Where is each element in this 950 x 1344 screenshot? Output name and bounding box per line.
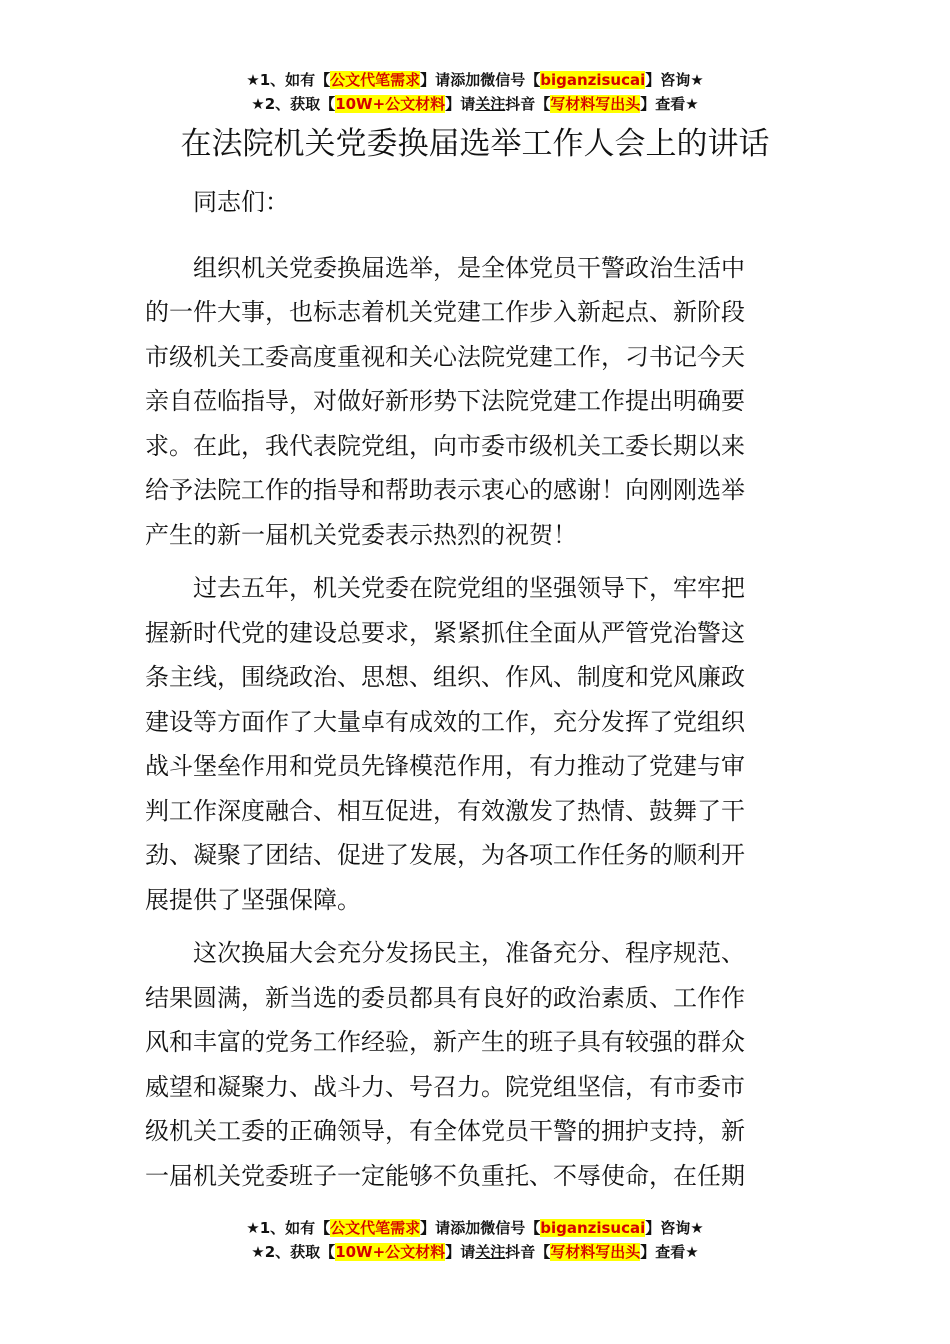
footer-banner — [0, 1216, 950, 1264]
banner-text: 微信号【 — [480, 1219, 541, 1237]
banner-text: 】请 — [445, 1243, 476, 1261]
banner-text: ★2、获取【 — [251, 95, 336, 113]
paragraph-line: 风和丰富的党务工作经验，新产生的班子具有较强的群众 — [145, 1028, 745, 1056]
paragraph-line: 给予法院工作的指导和帮助表示衷心的感谢！向刚刚选举 — [145, 476, 745, 504]
paragraph-line: 握新时代党的建设总要求，紧紧抓住全面从严管党治警这 — [145, 618, 745, 647]
paragraph-line: 求。在此，我代表院党组，向市委市级机关工委长期以来 — [145, 431, 745, 460]
paragraph-line: 组织机关党委换届选举，是全体党员干警政治生活中 — [193, 253, 745, 282]
banner-text: 】查看★ — [640, 1243, 699, 1261]
banner-text: 添加 — [450, 1219, 481, 1237]
highlight-materials: 10W+公文材料 — [335, 95, 446, 113]
paragraph-line: 过去五年，机关党委在院党组的坚强领导下，牢牢把 — [193, 574, 745, 602]
paragraph-line: 的一件大事，也标志着机关党建工作步入新起点、新阶段 — [145, 298, 745, 326]
banner-text: 】请 — [445, 95, 476, 113]
banner-text: 】请 — [420, 1219, 451, 1237]
banner-text: 】咨询★ — [645, 1219, 704, 1237]
paragraph-line: 判工作深度融合、相互促进，有效激发了热情、鼓舞了干 — [145, 796, 745, 825]
banner-text: 】请 — [420, 71, 451, 89]
banner-text: 微信号【 — [480, 71, 541, 89]
highlight-douyin: 写材料写出头 — [550, 95, 641, 113]
paragraph-line: 这次换届大会充分发扬民主，准备充分、程序规范、 — [193, 939, 745, 967]
paragraph-line: 条主线，围绕政治、思想、组织、作风、制度和党风廉政 — [145, 663, 745, 691]
banner-text: ★1、如有【 — [246, 1219, 331, 1237]
banner-line-2 — [0, 92, 950, 116]
paragraph-line: 一届机关党委班子一定能够不负重托、不辱使命，在任期 — [145, 1161, 745, 1190]
banner-line-1 — [0, 1216, 950, 1240]
banner-text: 抖音【 — [505, 95, 551, 113]
greeting: 同志们： — [193, 188, 289, 216]
paragraph-line: 产生的新一届机关党委表示热烈的祝贺！ — [145, 520, 577, 549]
document-title: 在法院机关党委换届选举工作人会上的讲话 — [180, 126, 770, 162]
paragraph-line: 建设等方面作了大量卓有成效的工作，充分发挥了党组织 — [145, 707, 745, 736]
banner-text: 抖音【 — [505, 1243, 551, 1261]
banner-text: 添加 — [450, 71, 481, 89]
highlight-wechat-id: biganzisucai — [540, 1219, 646, 1237]
paragraph-line: 亲自莅临指导，对做好新形势下法院党建工作提出明确要 — [145, 387, 745, 415]
banner-line-1 — [0, 68, 950, 92]
highlight-ghostwriting: 公文代笔需求 — [330, 1219, 421, 1237]
highlight-wechat-id: biganzisucai — [540, 71, 646, 89]
paragraph-line: 级机关工委的正确领导，有全体党员干警的拥护支持，新 — [145, 1117, 745, 1145]
highlight-douyin: 写材料写出头 — [550, 1243, 641, 1261]
banner-text: 】咨询★ — [645, 71, 704, 89]
paragraph-line: 市级机关工委高度重视和关心法院党建工作，刁书记今天 — [145, 342, 745, 371]
highlight-ghostwriting: 公文代笔需求 — [330, 71, 421, 89]
highlight-materials: 10W+公文材料 — [335, 1243, 446, 1261]
header-banner — [0, 68, 950, 116]
paragraph-2 — [145, 566, 807, 922]
paragraph-1 — [145, 246, 807, 558]
banner-text: ★1、如有【 — [246, 71, 331, 89]
paragraph-line: 战斗堡垒作用和党员先锋模范作用，有力推动了党建与审 — [145, 752, 745, 780]
banner-text: 关注 — [475, 95, 506, 113]
document-body — [145, 180, 807, 1207]
paragraph-line: 劲、凝聚了团结、促进了发展，为各项工作任务的顺利开 — [145, 841, 745, 869]
paragraph-line: 结果圆满，新当选的委员都具有良好的政治素质、工作作 — [145, 983, 745, 1012]
paragraph-3 — [145, 931, 807, 1198]
paragraph-line: 展提供了坚强保障。 — [145, 885, 361, 914]
banner-line-2 — [0, 1240, 950, 1264]
paragraph-line: 威望和凝聚力、战斗力、号召力。院党组坚信，有市委市 — [145, 1072, 745, 1101]
banner-text: 】查看★ — [640, 95, 699, 113]
banner-text: 关注 — [475, 1243, 506, 1261]
banner-text: ★2、获取【 — [251, 1243, 336, 1261]
